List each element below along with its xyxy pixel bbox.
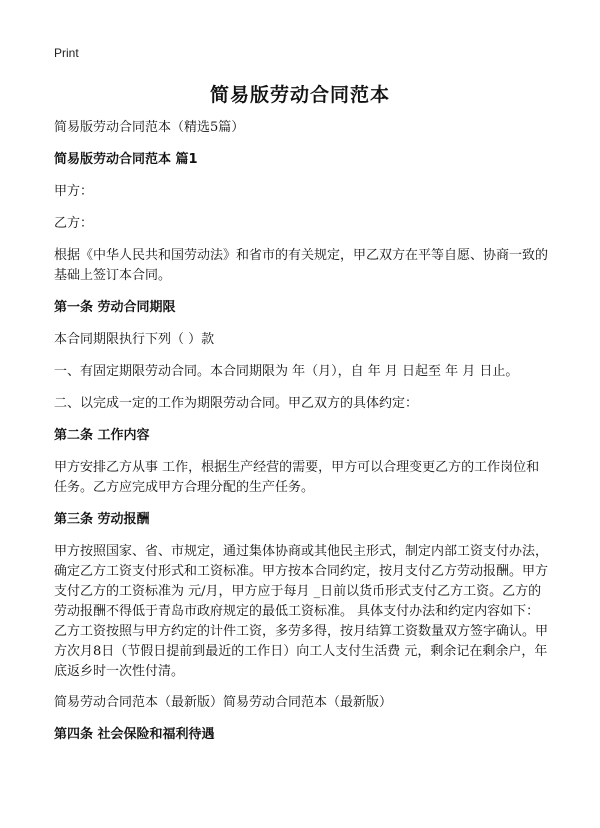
document-subtitle: 简易版劳动合同范本（精选5篇） xyxy=(54,120,245,135)
page-title: 简易版劳动合同范本 xyxy=(209,84,390,106)
print-label: Print xyxy=(54,46,79,60)
intro-paragraph: 根据《中华人民共和国劳动法》和省市的有关规定，甲乙双方在平等自愿、协商一致的基础上签订本合同。 xyxy=(54,248,549,283)
footer-line: 简易劳动合同范本（最新版）简易劳动合同范本（最新版） xyxy=(54,695,393,710)
article-2-heading: 第二条 工作内容 xyxy=(54,428,150,443)
article-1-paragraph-2: 一、有固定期限劳动合同。本合同期限为 年（月），自 年 月 日起至 年 月 日止。 xyxy=(54,364,519,379)
article-1-heading: 第一条 劳动合同期限 xyxy=(54,300,176,315)
article-3-heading: 第三条 劳动报酬 xyxy=(54,512,150,527)
party-b-line: 乙方： xyxy=(54,216,94,231)
section-heading: 简易版劳动合同范本 篇1 xyxy=(54,152,198,167)
article-2-paragraph: 甲方安排乙方从事 工作，根据生产经营的需要，甲方可以合理变更乙方的工作岗位和任务。乙方应完成甲方合理分配的生产任务。 xyxy=(54,460,540,495)
article-1-paragraph-1: 本合同期限执行下列（ ）款 xyxy=(54,332,215,347)
article-1-paragraph-3: 二、以完成一定的工作为期限劳动合同。甲乙双方的具体约定： xyxy=(54,396,419,411)
party-a-line: 甲方： xyxy=(54,184,94,199)
article-4-heading: 第四条 社会保险和福利待遇 xyxy=(54,727,215,742)
document-body xyxy=(54,118,548,757)
article-3-paragraph: 甲方按照国家、省、市规定，通过集体协商或其他民主形式，制定内部工资支付办法，确定乙方工资支付形式和工资标准。甲方按本合同约定，按月支付乙方劳动报酬。甲方支付乙方的工资标准为 元/月，甲方应于每月 _日前以货币形式支付乙方工资。乙方的劳动报酬不得低于青岛市政府规定的最低工资标准。 具体支付办法和约定内容如下：乙方工资按照与甲方约定的计件工资，多劳多得，按月结算工资数量双方签字确认。甲方次月8日（节假日提前到最近的工作日）向工人支付生活费 元，剩余记在剩余户，年底返乡时一次性付清。 xyxy=(54,544,549,679)
